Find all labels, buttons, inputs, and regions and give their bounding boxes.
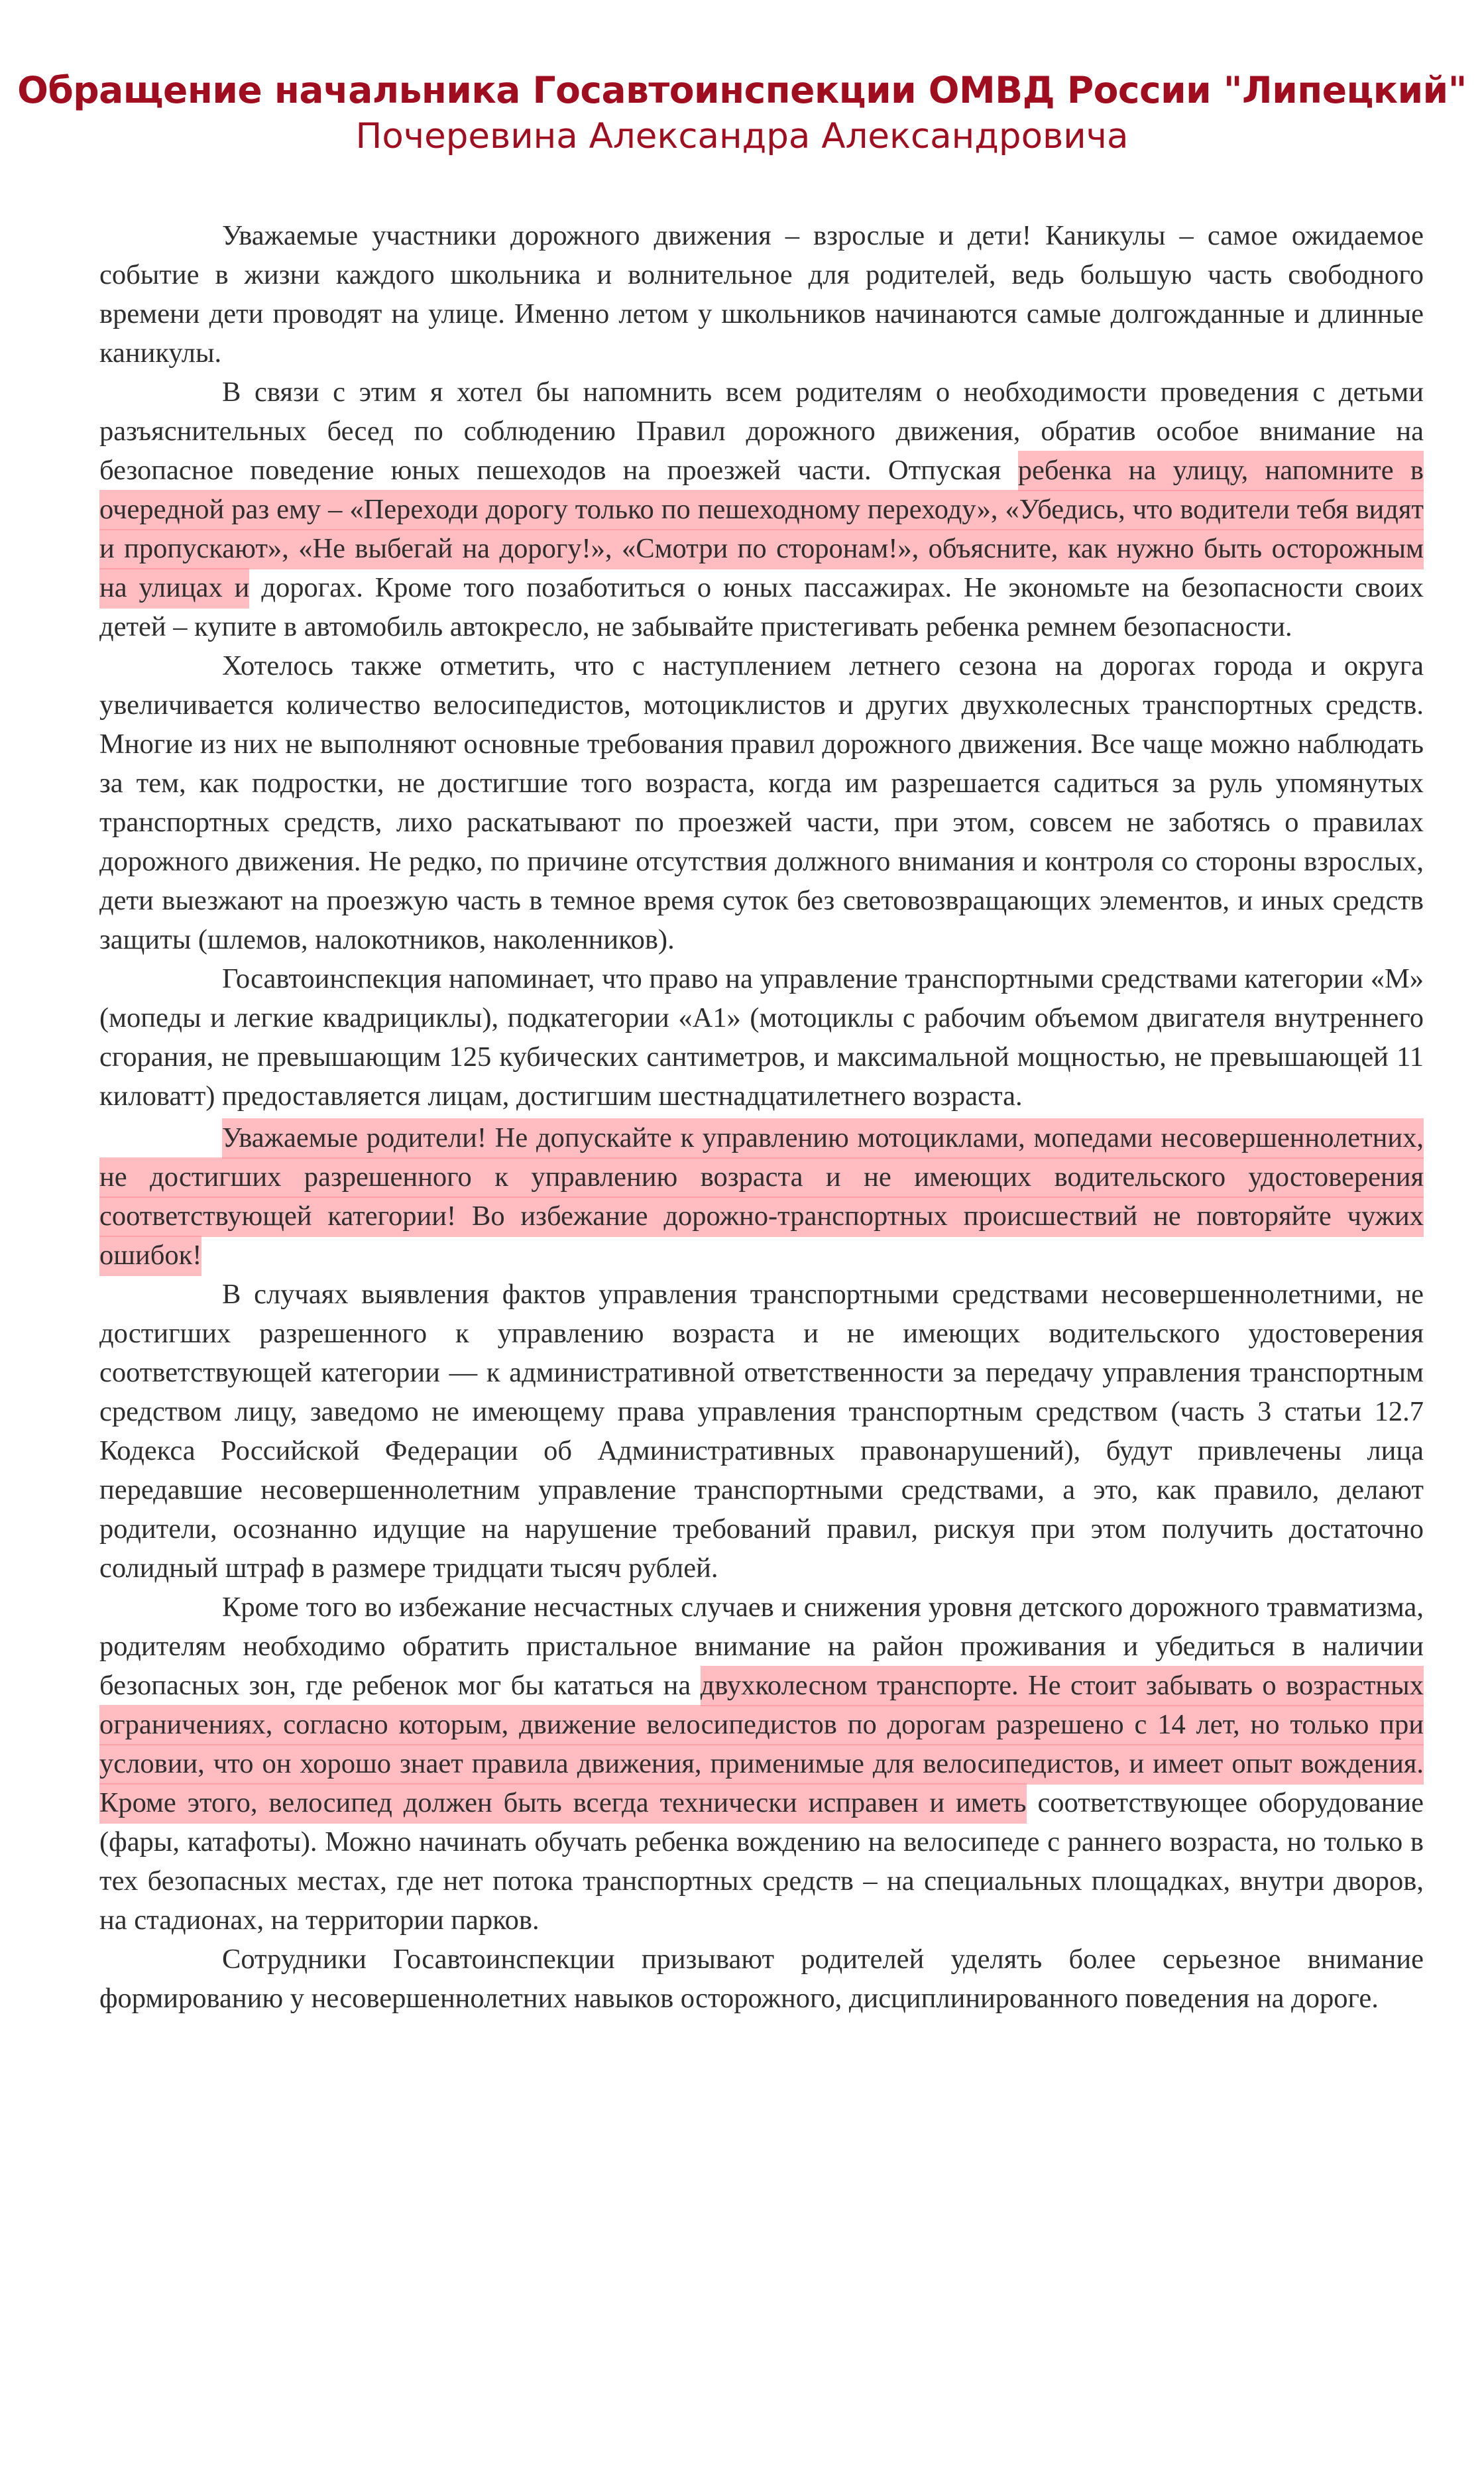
paragraph-text: Хотелось также отметить, что с наступлением летнего сезона на дорогах города и округа увеличивается количество велосипедистов, мотоциклистов и других двухколесных транспортных средств. Многие из них не выполняют основные требования правил дорожного движения. Все чаще можно наблюдать за тем, как подростки, не достигшие того возраста, когда им разрешается садиться за руль упомянутых транспортных средств, лихо раскатывают по проезжей части, при этом, совсем не заботясь о правилах дорожного движения. Не редко, по причине отсутствия должного внимания и контроля со стороны взрослых, дети выезжают на проезжую часть в темное время суток без световозвращающих элементов, и иных средств защиты (шлемов, налокотников, наколенников). <box>99 650 1424 955</box>
page-title: Обращение начальника Госавтоинспекции ОМВД России "Липецкий" <box>17 69 1467 111</box>
paragraph-greeting <box>99 216 1424 373</box>
paragraph-text: В случаях выявления фактов управления транспортными средствами несовершеннолетними, не достигших разрешенного к управлению возраста и не имеющих водительского удостоверения соответствующей категории — к административной ответственности за передачу управления транспортным средством лицу, заведомо не имеющему права управления транспортным средством (часть 3 статьи 12.7 Кодекса Российской Федерации об Административных правонарушений), будут привлечены лица передавшие несовершеннолетним управление транспортными средствами, а это, как правило, делают родители, осознанно идущие на нарушение требований правил, рискуя при этом получить достаточно солидный штраф в размере тридцати тысяч рублей. <box>99 1279 1424 1584</box>
paragraph-text: Кроме того во избежание несчастных случаев и снижения уровня детского дорожного травматизма, родителям необходимо обратить пристальное внимание на район проживания и убедиться в наличии безопасных зон, где ребенок мог бы кататься на <box>99 1592 1424 1701</box>
paragraph-text: Госавтоинспекция напоминает, что право на управление транспортными средствами категории «М» (мопеды и легкие квадрициклы), подкатегории «А1» (мотоциклы с рабочим объемом двигателя внутреннего сгорания, не превышающим 125 кубических сантиметров, и максимальной мощностью, не превышающей 11 киловатт) предоставляется лицам, достигшим шестнадцатилетнего возраста. <box>99 963 1424 1112</box>
paragraph-summer-traffic <box>99 646 1424 959</box>
paragraph-text: соответствующее оборудование (фары, катафоты). Можно начинать обучать ребенка вождению на велосипеде с раннего возраста, но только в тех безопасных местах, где нет потока транспортных средств – на специальных площадках, внутри дворов, на стадионах, на территории парков. <box>99 1787 1424 1936</box>
paragraph-parents-reminder <box>99 373 1424 646</box>
paragraph-closing <box>99 1940 1424 2018</box>
page-subtitle-author: Почеревина Александра Александровича <box>355 116 1129 156</box>
paragraph-safe-zones <box>99 1588 1424 1940</box>
highlighted-text: ребенка на улицу, напомните в очередной раз ему – «Переходи дорогу только по пешеходному переходу», «Убедись, что водители тебя видят и пропускают», «Не выбегай на дорогу!», «Смотри по сторонам!», объясните, как нужно быть осторожным на улицах и <box>99 451 1424 609</box>
paragraph-text: дорогах. Кроме того позаботиться о юных пассажирах. Не экономьте на безопасности своих детей – купите в автомобиль автокресло, не забывайте пристегивать ребенка ремнем безопасности. <box>99 572 1424 642</box>
document-header <box>0 66 1484 159</box>
paragraph-liability <box>99 1275 1424 1588</box>
letter-body <box>99 216 1424 2018</box>
paragraph-text: Сотрудники Госавтоинспекции призывают родителей уделять более серьезное внимание формированию у несовершеннолетних навыков осторожного, дисциплинированного поведения на дороге. <box>99 1944 1424 2014</box>
paragraph-text: Уважаемые участники дорожного движения – взрослые и дети! Каникулы – самое ожидаемое событие в жизни каждого школьника и волнительное для родителей, ведь большую часть свободного времени дети проводят на улице. Именно летом у школьников начинаются самые долгожданные и длинные каникулы. <box>99 220 1424 369</box>
paragraph-text: В связи с этим я хотел бы напомнить всем родителям о необходимости проведения с детьми разъяснительных бесед по соблюдению Правил дорожного движения, обратив особое внимание на безопасное поведение юных пешеходов на проезжей части. Отпуская <box>99 377 1424 486</box>
highlighted-text: двухколесном транспорте. Не стоит забывать о возрастных ограничениях, согласно которым, движение велосипедистов по дорогам разрешено с 14 лет, но только при условии, что он хорошо знает правила движения, применимые для велосипедистов, и имеет опыт вождения. Кроме этого, велосипед должен быть всегда технически исправен и иметь <box>99 1666 1424 1824</box>
paragraph-warning-parents <box>99 1118 1424 1275</box>
highlighted-text: Уважаемые родители! Не допускайте к управлению мотоциклами, мопедами несовершеннолетних, не достигших разрешенного к управлению возраста и не имеющих водительского удостоверения соответствующей категории! Во избежание дорожно-транспортных происшествий не повторяйте чужих ошибок! <box>99 1118 1424 1276</box>
paragraph-license-age <box>99 959 1424 1116</box>
